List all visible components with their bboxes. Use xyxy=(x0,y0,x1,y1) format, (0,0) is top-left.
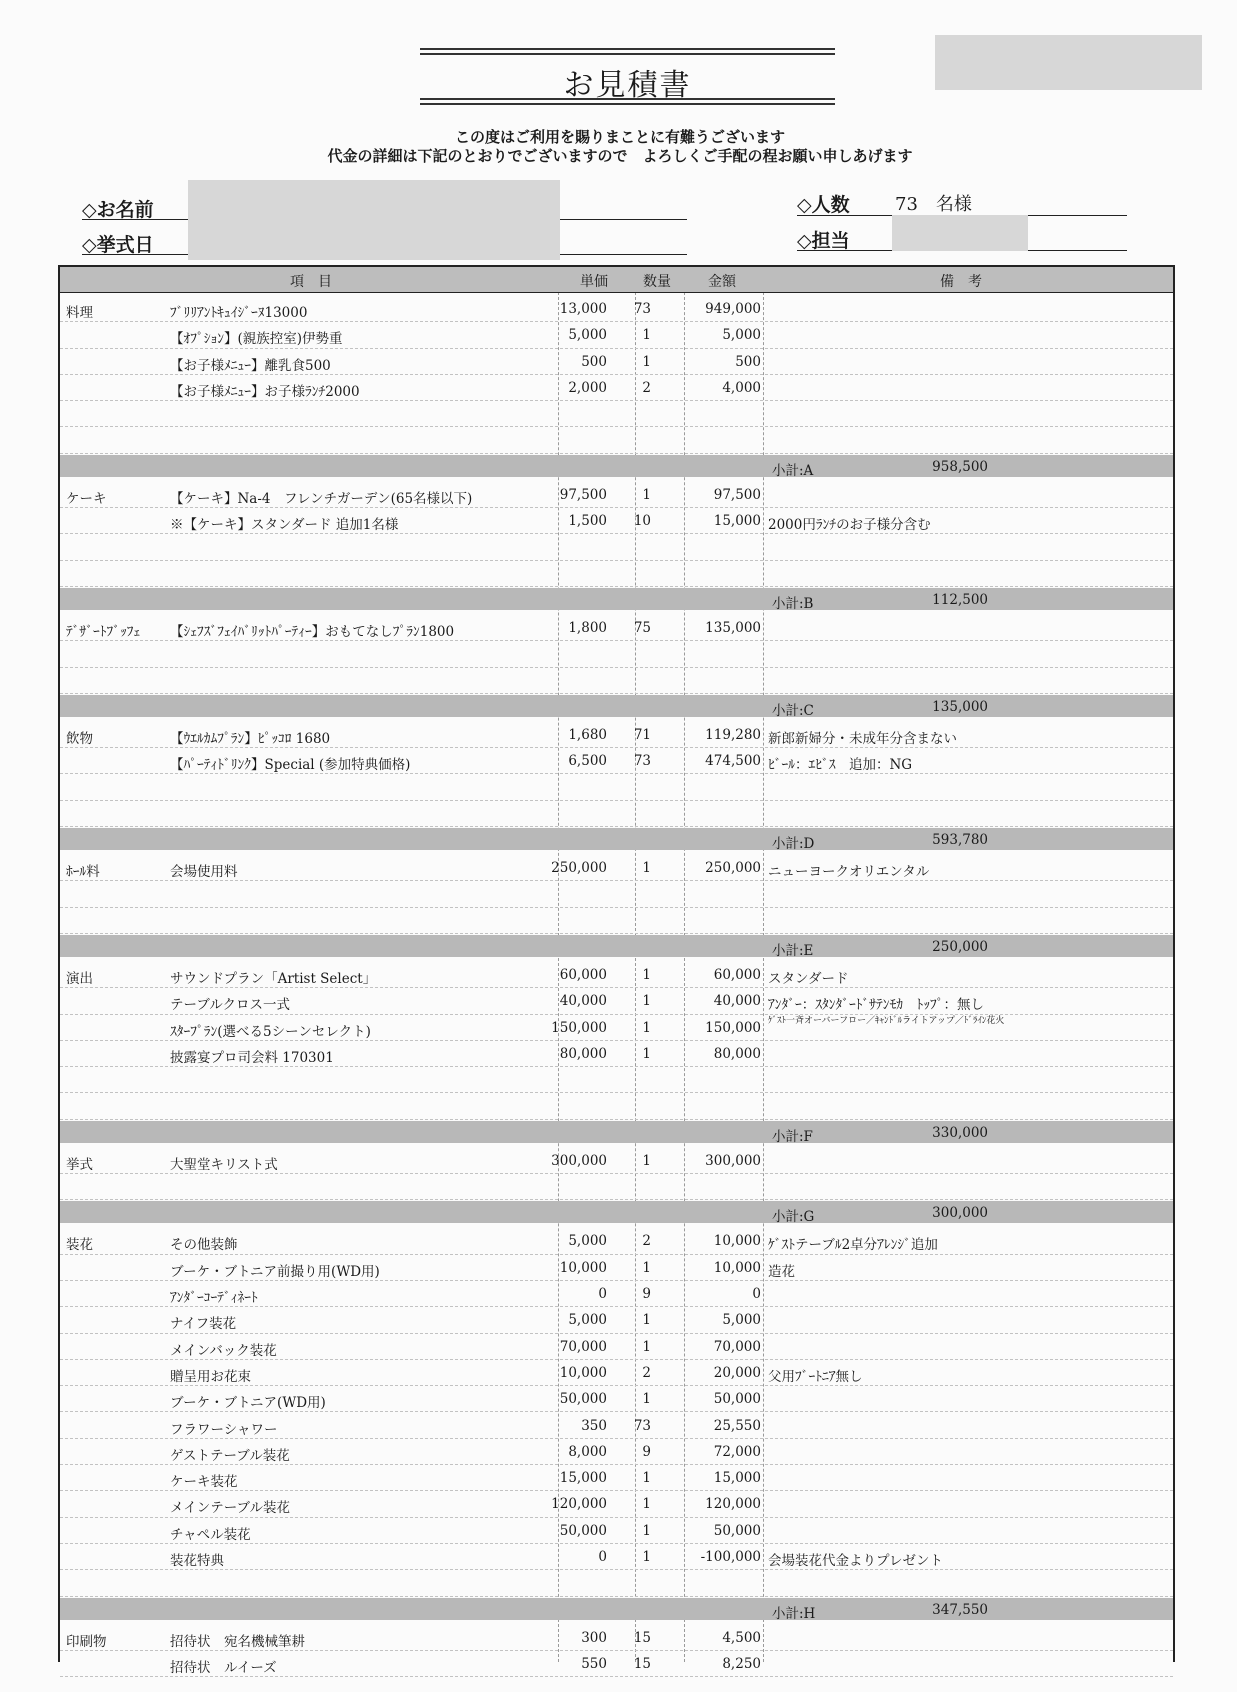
amount: 500 xyxy=(735,353,761,370)
category-label: 飲物 xyxy=(66,730,93,747)
item-name: 【ｳｴﾙｶﾑﾌﾟﾗﾝ】ﾋﾟｯｺﾛ 1680 xyxy=(170,730,331,747)
item-name: ブーケ・ブトニア(WD用) xyxy=(170,1395,326,1412)
amount: 15,000 xyxy=(713,513,761,530)
amount: 120,000 xyxy=(705,1496,761,1513)
item-name: メインバック装花 xyxy=(170,1342,277,1359)
unit-price: 1,680 xyxy=(568,726,607,743)
table-row xyxy=(60,1650,1173,1677)
table-row xyxy=(60,427,1173,454)
item-name: メインテーブル装花 xyxy=(170,1500,291,1517)
table-row xyxy=(60,1306,1173,1333)
item-name: ブーケ・ブトニア前撮り用(WD用) xyxy=(170,1263,380,1280)
quantity: 73 xyxy=(633,1417,651,1434)
table-row xyxy=(60,880,1173,907)
unit-price: 60,000 xyxy=(559,967,607,983)
category-label: ﾃﾞｻﾞｰﾄﾌﾞｯﾌｪ xyxy=(66,624,141,640)
category-label: 印刷物 xyxy=(66,1633,107,1650)
unit-price: 0 xyxy=(598,1549,607,1565)
item-name: フラワーシャワー xyxy=(170,1421,278,1438)
unit-price: 500 xyxy=(581,353,607,370)
quantity: 1 xyxy=(642,1391,651,1408)
amount: 40,000 xyxy=(713,993,761,1010)
subtotal-label: 小計:E xyxy=(772,943,814,959)
intro-line-1: この度はご利用を賜りまことに有難うございます xyxy=(454,128,785,146)
unit-price: 15,000 xyxy=(559,1470,607,1487)
amount: 4,000 xyxy=(722,379,761,396)
table-row xyxy=(60,560,1173,587)
item-name: 【ｵﾌﾟｼｮﾝ】(親族控室)伊勢重 xyxy=(170,331,343,348)
table-row xyxy=(60,987,1173,1014)
quantity: 1 xyxy=(642,486,651,503)
header-note: 備 考 xyxy=(940,274,982,290)
table-row xyxy=(60,667,1173,694)
subtotal-label: 小計:B xyxy=(772,596,814,612)
table-row xyxy=(60,295,1173,322)
item-name: ナイフ装花 xyxy=(170,1316,237,1333)
table-row xyxy=(60,800,1173,827)
table-row xyxy=(60,1517,1173,1544)
unit-price: 300,000 xyxy=(551,1152,607,1169)
amount: 72,000 xyxy=(713,1443,761,1460)
date-label: ◇挙式日 xyxy=(82,234,154,256)
remarks: 造花 xyxy=(768,1263,795,1280)
unit-price: 13,000 xyxy=(559,301,607,317)
table-row xyxy=(60,1412,1173,1439)
table-header xyxy=(60,267,1173,293)
table-row xyxy=(60,374,1173,401)
amount: 0 xyxy=(752,1286,761,1302)
category-label: 演出 xyxy=(66,971,93,987)
subtotal-band xyxy=(60,455,1173,477)
unit-price: 2,000 xyxy=(568,379,607,396)
item-name: ｽﾀｰﾌﾟﾗﾝ(選べる5シーンセレクト) xyxy=(170,1023,371,1040)
amount: 50,000 xyxy=(713,1391,761,1408)
item-name: 【お子様ﾒﾆｭｰ】お子様ﾗﾝﾁ2000 xyxy=(170,383,360,400)
subtotal-value: 135,000 xyxy=(932,698,988,715)
subtotal-value: 330,000 xyxy=(932,1124,988,1141)
unit-price: 10,000 xyxy=(559,1259,607,1276)
quantity: 9 xyxy=(642,1443,651,1460)
amount: 70,000 xyxy=(713,1338,761,1355)
table-row xyxy=(60,1066,1173,1093)
table-row xyxy=(60,507,1173,534)
amount: 25,550 xyxy=(713,1417,761,1434)
amount: 300,000 xyxy=(705,1152,761,1169)
unit-price: 0 xyxy=(598,1286,607,1302)
remarks: ニューヨークオリエンタル xyxy=(768,864,930,881)
quantity: 71 xyxy=(633,726,651,743)
remarks: 新郎新婦分・未成年分含まない xyxy=(768,730,957,747)
item-name: ケーキ装花 xyxy=(170,1474,238,1491)
subtotal-value: 593,780 xyxy=(932,832,988,849)
unit-price: 5,000 xyxy=(568,327,607,344)
unit-price: 10,000 xyxy=(559,1364,607,1381)
unit-price: 6,500 xyxy=(568,753,607,770)
header-item: 項 目 xyxy=(290,274,332,290)
table-row xyxy=(60,961,1173,988)
unit-price: 80,000 xyxy=(559,1045,607,1062)
table-row xyxy=(60,1438,1173,1465)
amount: 50,000 xyxy=(713,1522,761,1539)
quantity: 1 xyxy=(642,1338,651,1355)
subtotal-label: 小計:G xyxy=(772,1209,815,1226)
amount: 10,000 xyxy=(713,1233,761,1250)
table-row xyxy=(60,1280,1173,1307)
quantity: 15 xyxy=(633,1655,651,1672)
quantity: 1 xyxy=(642,967,651,983)
header-unit: 単価 xyxy=(580,274,608,290)
amount: 20,000 xyxy=(713,1364,761,1381)
amount: 5,000 xyxy=(722,327,761,344)
estimate-table xyxy=(58,265,1175,1676)
subtotal-value: 347,550 xyxy=(932,1601,988,1618)
remarks: ｹﾞｽﾄテーブﾙ2卓分ｱﾚﾝｼﾞ追加 xyxy=(768,1237,938,1254)
table-row xyxy=(60,1490,1173,1517)
quantity: 1 xyxy=(642,1312,651,1329)
quantity: 1 xyxy=(642,1522,651,1539)
amount: 150,000 xyxy=(705,1019,761,1036)
subtotal-label: 小計:D xyxy=(772,836,815,853)
item-name: 招待状 宛名機械筆耕 xyxy=(170,1633,305,1650)
quantity: 2 xyxy=(642,379,651,396)
intro-line-2: 代金の詳細は下記のとおりでございますので よろしくご手配の程お願い申しあげます xyxy=(327,147,913,165)
header-amount: 金額 xyxy=(708,274,736,290)
item-name: 大聖堂キリスト式 xyxy=(170,1156,278,1173)
count-value: 73 名様 xyxy=(895,194,972,215)
unit-price: 350 xyxy=(581,1417,607,1434)
table-row xyxy=(60,1624,1173,1651)
redacted-name-date xyxy=(188,180,560,260)
unit-price: 50,000 xyxy=(559,1522,607,1539)
table-row xyxy=(60,907,1173,934)
quantity: 1 xyxy=(642,1549,651,1565)
subtotal-label: 小計:F xyxy=(772,1128,813,1145)
header-qty: 数量 xyxy=(643,274,671,290)
quantity: 1 xyxy=(642,860,651,877)
table-row xyxy=(60,1359,1173,1386)
subtotal-label: 小計:C xyxy=(772,702,814,719)
table-row xyxy=(60,614,1173,641)
table-row xyxy=(60,1147,1173,1174)
table-row xyxy=(60,533,1173,560)
table-row xyxy=(60,1173,1173,1200)
table-row xyxy=(60,1254,1173,1281)
unit-price: 50,000 xyxy=(559,1391,607,1408)
unit-price: 97,500 xyxy=(559,486,607,503)
remarks: スタンダード xyxy=(768,971,849,987)
quantity: 1 xyxy=(642,1152,651,1169)
table-row xyxy=(60,1014,1173,1041)
quantity: 1 xyxy=(642,993,651,1010)
unit-price: 1,800 xyxy=(568,620,607,636)
table-row xyxy=(60,747,1173,774)
quantity: 2 xyxy=(642,1233,651,1250)
amount: 80,000 xyxy=(713,1045,761,1062)
quantity: 1 xyxy=(642,1019,651,1036)
item-name: ※【ケーキ】スタンダード 追加1名様 xyxy=(170,517,399,534)
subtotal-band xyxy=(60,1121,1173,1143)
unit-price: 120,000 xyxy=(551,1496,607,1513)
remarks: 会場装花代金よりプレゼント xyxy=(768,1553,943,1569)
quantity: 1 xyxy=(642,327,651,344)
redacted-block xyxy=(935,35,1202,90)
table-row xyxy=(60,721,1173,748)
table-row xyxy=(60,1464,1173,1491)
amount: 8,250 xyxy=(722,1655,761,1672)
item-name: 【ｼｪﾌｽﾞﾌｪｲﾊﾞﾘｯﾄﾊﾟｰﾃｨｰ】おもてなしﾌﾟﾗﾝ1800 xyxy=(170,624,455,640)
item-name: ﾌﾞﾘﾘｱﾝﾄｷｭｲｼﾞｰﾇ13000 xyxy=(170,305,308,321)
quantity: 75 xyxy=(633,620,651,636)
table-row xyxy=(60,1385,1173,1412)
unit-price: 300 xyxy=(581,1629,607,1646)
subtotal-band xyxy=(60,1598,1173,1620)
item-name: 【お子様ﾒﾆｭｰ】離乳食500 xyxy=(170,357,331,374)
title-rule-top-2 xyxy=(420,53,835,55)
subtotal-band xyxy=(60,935,1173,957)
quantity: 1 xyxy=(642,1045,651,1062)
amount: 949,000 xyxy=(705,301,761,317)
table-row xyxy=(60,481,1173,508)
table-row xyxy=(60,774,1173,801)
quantity: 1 xyxy=(642,1470,651,1487)
category-label: ﾎｰﾙ料 xyxy=(66,864,100,881)
table-row xyxy=(60,640,1173,667)
category-label: 料理 xyxy=(66,305,93,321)
table-row xyxy=(60,1569,1173,1596)
subtotal-band xyxy=(60,588,1173,610)
amount: 474,500 xyxy=(705,753,761,770)
subtotal-value: 958,500 xyxy=(932,458,988,475)
unit-price: 40,000 xyxy=(559,993,607,1010)
table-row xyxy=(60,1093,1173,1120)
title-rule-bottom-2 xyxy=(420,103,835,105)
remarks: 父用ﾌﾞｰﾄﾆｱ無し xyxy=(768,1368,863,1385)
amount: 10,000 xyxy=(713,1259,761,1276)
unit-price: 70,000 xyxy=(559,1338,607,1355)
table-row xyxy=(60,1333,1173,1360)
amount: 97,500 xyxy=(713,486,761,503)
amount: 119,280 xyxy=(705,726,761,743)
amount: 4,500 xyxy=(722,1629,761,1646)
quantity: 73 xyxy=(633,301,651,317)
amount: 250,000 xyxy=(705,860,761,877)
subtotal-band xyxy=(60,1201,1173,1226)
unit-price: 5,000 xyxy=(568,1233,607,1250)
title-rule-top xyxy=(420,48,835,50)
item-name: テーブルクロス一式 xyxy=(170,997,291,1014)
subtotal-value: 250,000 xyxy=(932,939,988,955)
subtotal-label: 小計:A xyxy=(772,462,814,479)
remarks: 2000円ﾗﾝﾁのお子様分含む xyxy=(768,517,931,534)
item-name: 招待状 ルイーズ xyxy=(170,1659,277,1676)
count-label: ◇人数 xyxy=(797,194,850,216)
table-row xyxy=(60,321,1173,348)
quantity: 1 xyxy=(642,1259,651,1276)
amount: 5,000 xyxy=(722,1312,761,1329)
unit-price: 8,000 xyxy=(568,1443,607,1460)
name-label: ◇お名前 xyxy=(82,199,154,221)
table-row xyxy=(60,1040,1173,1067)
item-name: 披露宴プロ司会料 170301 xyxy=(170,1049,334,1066)
amount: -100,000 xyxy=(700,1549,761,1565)
table-row xyxy=(60,348,1173,375)
table-row xyxy=(60,1543,1173,1570)
redacted-staff xyxy=(892,215,1028,251)
table-row xyxy=(60,1227,1173,1254)
quantity: 1 xyxy=(642,1496,651,1513)
table-row xyxy=(60,400,1173,427)
amount: 60,000 xyxy=(713,967,761,983)
item-name: 【ﾊﾟｰﾃｨﾄﾞﾘﾝｸ】Special (参加特典価格) xyxy=(170,757,411,774)
quantity: 73 xyxy=(633,753,651,770)
subtotal-value: 112,500 xyxy=(932,592,988,608)
amount: 135,000 xyxy=(705,620,761,636)
item-name: 【ケーキ】Na-4 フレンチガーデン(65名様以下) xyxy=(170,490,473,507)
remarks: ﾋﾞｰﾙ：ｴﾋﾞｽ 追加：NG xyxy=(768,757,913,774)
item-name: サウンドプラン「Artist Select」 xyxy=(170,971,377,987)
unit-price: 150,000 xyxy=(551,1019,607,1036)
item-name: ｱﾝﾀﾞｰｺｰﾃﾞｨﾈｰﾄ xyxy=(170,1290,258,1306)
remarks: ｱﾝﾀﾞｰ：ｽﾀﾝﾀﾞｰﾄﾞｻﾃﾝﾓｶ ﾄｯﾌﾟ：無し xyxy=(768,997,984,1014)
subtotal-label: 小計:H xyxy=(772,1605,816,1622)
quantity: 2 xyxy=(642,1364,651,1381)
quantity: 15 xyxy=(633,1629,651,1646)
item-name: チャペル装花 xyxy=(170,1526,251,1543)
staff-label: ◇担当 xyxy=(797,230,850,252)
page-title: お見積書 xyxy=(563,68,692,103)
subtotal-value: 300,000 xyxy=(932,1205,988,1222)
unit-price: 5,000 xyxy=(568,1312,607,1329)
amount: 15,000 xyxy=(713,1470,761,1487)
title-rule-bottom xyxy=(420,98,835,100)
unit-price: 550 xyxy=(581,1655,607,1672)
item-name: その他装飾 xyxy=(170,1237,238,1254)
category-label: 挙式 xyxy=(66,1156,93,1173)
item-name: 会場使用料 xyxy=(170,864,238,881)
item-name: 装花特典 xyxy=(170,1553,224,1569)
item-name: 贈呈用お花束 xyxy=(170,1368,251,1385)
item-name: ゲストテーブル装花 xyxy=(170,1447,290,1464)
subtotal-band xyxy=(60,828,1173,853)
unit-price: 250,000 xyxy=(551,860,607,877)
subtotal-band xyxy=(60,695,1173,717)
quantity: 10 xyxy=(633,513,651,530)
table-row xyxy=(60,854,1173,881)
quantity: 9 xyxy=(642,1286,651,1302)
remarks: ｹﾞｽﾄ一斉オーバーフロー／ｷｬﾝﾄﾞﾙライトアップ／ﾄﾞﾗｲﾝ花火 xyxy=(768,1015,1005,1026)
quantity: 1 xyxy=(642,353,651,370)
category-label: 装花 xyxy=(66,1237,93,1254)
unit-price: 1,500 xyxy=(568,513,607,530)
category-label: ケーキ xyxy=(66,490,107,507)
